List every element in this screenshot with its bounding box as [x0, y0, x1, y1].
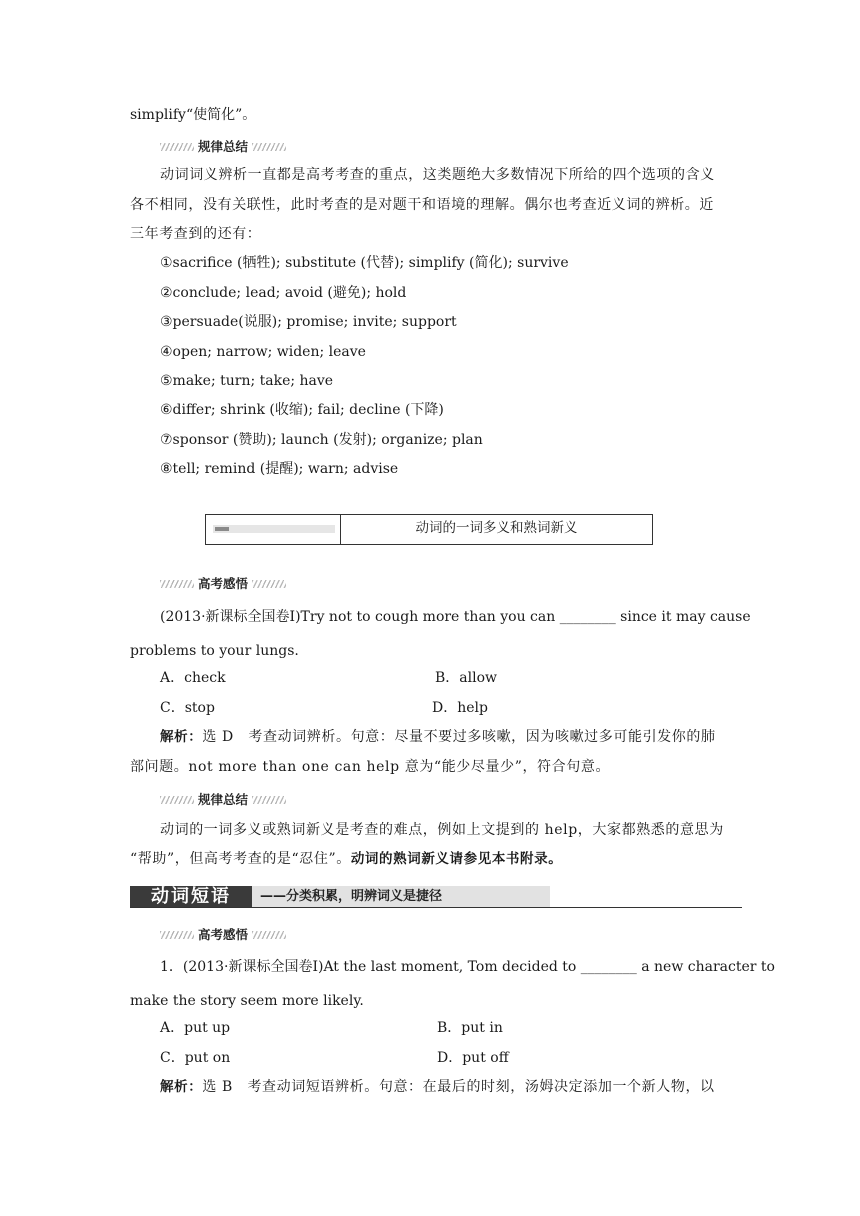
divider: [130, 907, 742, 908]
question-stem: (2013·新课标全国卷Ⅰ)Try not to cough more than you can ________ since it may cause: [160, 609, 751, 625]
option-d: D．put off: [437, 1050, 509, 1066]
text-line: simplify“使简化”。: [130, 107, 257, 123]
answer-label: 解析：: [160, 729, 203, 745]
question-stem: 1．(2013·新课标全国卷Ⅰ)At the last moment, Tom decided to ________ a new character to: [160, 959, 775, 975]
list-item: ⑥differ; shrink (收缩); fail; decline (下降): [160, 402, 444, 418]
answer-line: [160, 1077, 715, 1097]
section-label-summary: [160, 138, 286, 155]
paragraph-line: 动词的一词多义或熟词新义是考查的难点，例如上文提到的 help，大家都熟悉的意思为: [160, 822, 724, 838]
hatch-decoration: [160, 143, 194, 151]
option-a: A．check: [160, 670, 226, 686]
answer-text: 选 D 考查动词辨析。句意：尽量不要过多咳嗽，因为咳嗽过多可能引发你的肺: [202, 729, 716, 745]
question-stem: make the story seem more likely.: [130, 993, 364, 1009]
section-table: [205, 514, 653, 545]
paragraph-line: 各不相同，没有关联性，此时考查的是对题干和语境的理解。偶尔也考查近义词的辨析。近: [130, 197, 714, 213]
paragraph-line: [130, 849, 562, 869]
option-b: B．allow: [435, 670, 498, 686]
table-title: 动词的一词多义和熟词新义: [415, 520, 578, 536]
hatch-decoration: [252, 143, 286, 151]
answer-line: [160, 727, 716, 747]
section-label-insight: [160, 575, 286, 592]
list-item: ⑤make; turn; take; have: [160, 373, 334, 389]
hatch-decoration: [252, 931, 286, 939]
option-a: A．put up: [160, 1020, 231, 1036]
section-label-insight: [160, 926, 286, 943]
section-label-text: 高考感悟: [198, 926, 249, 942]
paragraph-text: “帮助”，但高考考查的是“忍住”。: [130, 851, 351, 867]
list-item: ⑦sponsor (赞助); launch (发射); organize; plan: [160, 432, 483, 448]
table-cell-bar: [206, 515, 341, 544]
hatch-decoration: [160, 796, 194, 804]
section-label-text: 规律总结: [198, 138, 249, 154]
banner-subtitle: ——分类积累，明辨词义是捷径: [252, 886, 550, 908]
option-d: D．help: [432, 700, 488, 716]
question-stem: problems to your lungs.: [130, 643, 299, 659]
list-item: ⑧tell; remind (提醒); warn; advise: [160, 461, 399, 477]
list-item: ①sacrifice (牺牲); substitute (代替); simplify (简化); survive: [160, 255, 569, 271]
answer-text: 选 B 考查动词短语辨析。句意：在最后的时刻，汤姆决定添加一个新人物，以: [202, 1079, 715, 1095]
answer-label: 解析：: [160, 1079, 203, 1095]
list-item: ④open; narrow; widen; leave: [160, 344, 366, 360]
hatch-decoration: [252, 796, 286, 804]
list-item: ③persuade(说服); promise; invite; support: [160, 314, 457, 330]
option-c: C．put on: [160, 1050, 231, 1066]
answer-line: 部问题。not more than one can help 意为“能少尽量少”，符合句意。: [130, 759, 611, 775]
option-c: C．stop: [160, 700, 215, 716]
section-label-text: 规律总结: [198, 791, 249, 807]
hatch-decoration: [160, 580, 194, 588]
list-item: ②conclude; lead; avoid (避免); hold: [160, 285, 407, 301]
section-label-summary: [160, 791, 286, 808]
banner-title: 动词短语: [130, 886, 252, 908]
appendix-note: 动词的熟词新义请参见本书附录。: [350, 851, 563, 867]
paragraph-line: 三年考查到的还有：: [130, 226, 262, 242]
paragraph-line: 动词词义辨析一直都是高考考查的重点，这类题绝大多数情况下所给的四个选项的含义: [160, 167, 715, 183]
section-label-text: 高考感悟: [198, 575, 249, 591]
hatch-decoration: [252, 580, 286, 588]
option-b: B．put in: [437, 1020, 503, 1036]
progress-bar-decoration: [213, 525, 335, 533]
hatch-decoration: [160, 931, 194, 939]
